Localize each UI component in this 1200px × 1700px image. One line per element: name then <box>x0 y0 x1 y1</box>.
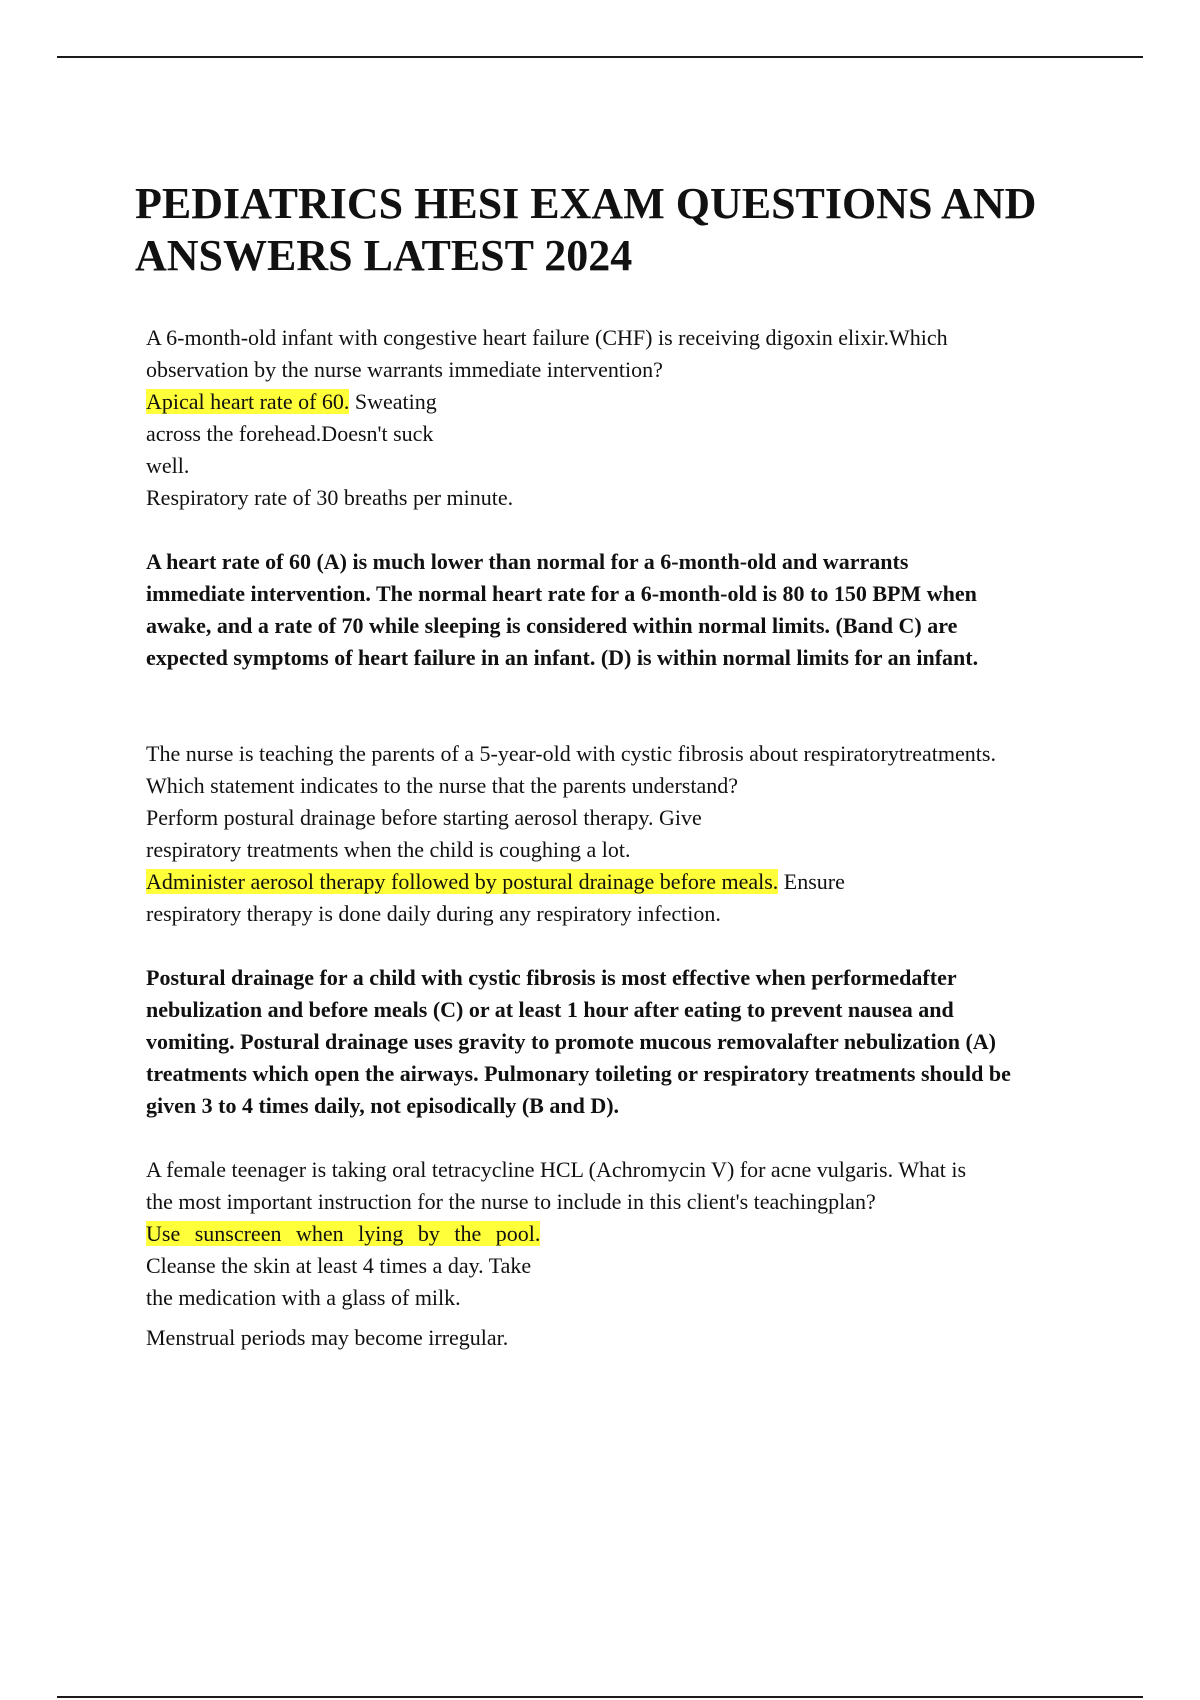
q2-rationale-line-3: vomiting. Postural drainage uses gravity to promote mucous removalafter nebulization (A) <box>146 1029 996 1054</box>
q2-rationale-line-4: treatments which open the airways. Pulmonary toileting or respiratory treatments should be <box>146 1061 1011 1086</box>
question-1 <box>146 322 1126 514</box>
title-line-1: PEDIATRICS HESI EXAM QUESTIONS AND <box>135 179 1037 228</box>
q3-question-line-1: A female teenager is taking oral tetracycline HCL (Achromycin V) for acne vulgaris. What is <box>146 1157 967 1182</box>
q1-rationale-line-3: awake, and a rate of 70 while sleeping is considered within normal limits. (Band C) are <box>146 613 958 638</box>
q1-option-line-2: across the forehead.Doesn't suck <box>146 421 434 446</box>
q3-option-line-4: Menstrual periods may become irregular. <box>146 1325 509 1350</box>
document-body <box>146 322 1126 1354</box>
q2-option-line-3 <box>146 866 1126 898</box>
q1-question-line-1: A 6-month-old infant with congestive heart failure (CHF) is receiving digoxin elixir.Which <box>146 325 948 350</box>
question-3 <box>146 1154 1126 1354</box>
q2-option-line-4: respiratory therapy is done daily during any respiratory infection. <box>146 901 721 926</box>
q3-option-line-1 <box>146 1218 1126 1250</box>
q2-question-line-2: Which statement indicates to the nurse that the parents understand? <box>146 773 738 798</box>
q2-rationale-line-5: given 3 to 4 times daily, not episodically (B and D). <box>146 1093 620 1118</box>
document-title <box>135 178 1095 282</box>
q2-option-line-2: respiratory treatments when the child is coughing a lot. <box>146 837 631 862</box>
q2-option-line-1: Perform postural drainage before starting aerosol therapy. Give <box>146 805 702 830</box>
q1-question-line-2: observation by the nurse warrants immediate intervention? <box>146 357 663 382</box>
q1-option-line-1 <box>146 386 1126 418</box>
q3-correct-answer-highlight: Use sunscreen when lying by the pool. <box>146 1221 541 1246</box>
q3-option-line-3: the medication with a glass of milk. <box>146 1285 461 1310</box>
rationale-2 <box>146 962 1126 1122</box>
rationale-1 <box>146 546 1126 674</box>
q3-option-line-2: Cleanse the skin at least 4 times a day. Take <box>146 1253 532 1278</box>
q1-option-line-3: well. <box>146 453 190 478</box>
q1-rationale-line-1: A heart rate of 60 (A) is much lower than normal for a 6-month-old and warrants <box>146 549 909 574</box>
bottom-rule <box>57 1696 1143 1698</box>
top-rule <box>57 56 1143 58</box>
q3-question-line-2: the most important instruction for the nurse to include in this client's teachingplan? <box>146 1189 876 1214</box>
q1-rationale-line-4: expected symptoms of heart failure in an infant. (D) is within normal limits for an infant. <box>146 645 979 670</box>
question-2 <box>146 738 1126 930</box>
q2-rationale-line-2: nebulization and before meals (C) or at least 1 hour after eating to prevent nausea and <box>146 997 954 1022</box>
q1-correct-answer-highlight: Apical heart rate of 60. <box>146 389 350 414</box>
q1-option-text: Sweating <box>349 389 437 414</box>
q2-correct-answer-highlight: Administer aerosol therapy followed by postural drainage before meals. <box>146 869 779 894</box>
q1-option-line-4: Respiratory rate of 30 breaths per minute. <box>146 485 514 510</box>
q1-rationale-line-2: immediate intervention. The normal heart rate for a 6-month-old is 80 to 150 BPM when <box>146 581 977 606</box>
q2-question-line-1: The nurse is teaching the parents of a 5-year-old with cystic fibrosis about respiratorytreatments. <box>146 741 996 766</box>
q2-rationale-line-1: Postural drainage for a child with cystic fibrosis is most effective when performedafter <box>146 965 957 990</box>
q2-option-text: Ensure <box>778 869 845 894</box>
title-line-2: ANSWERS LATEST 2024 <box>135 231 633 280</box>
